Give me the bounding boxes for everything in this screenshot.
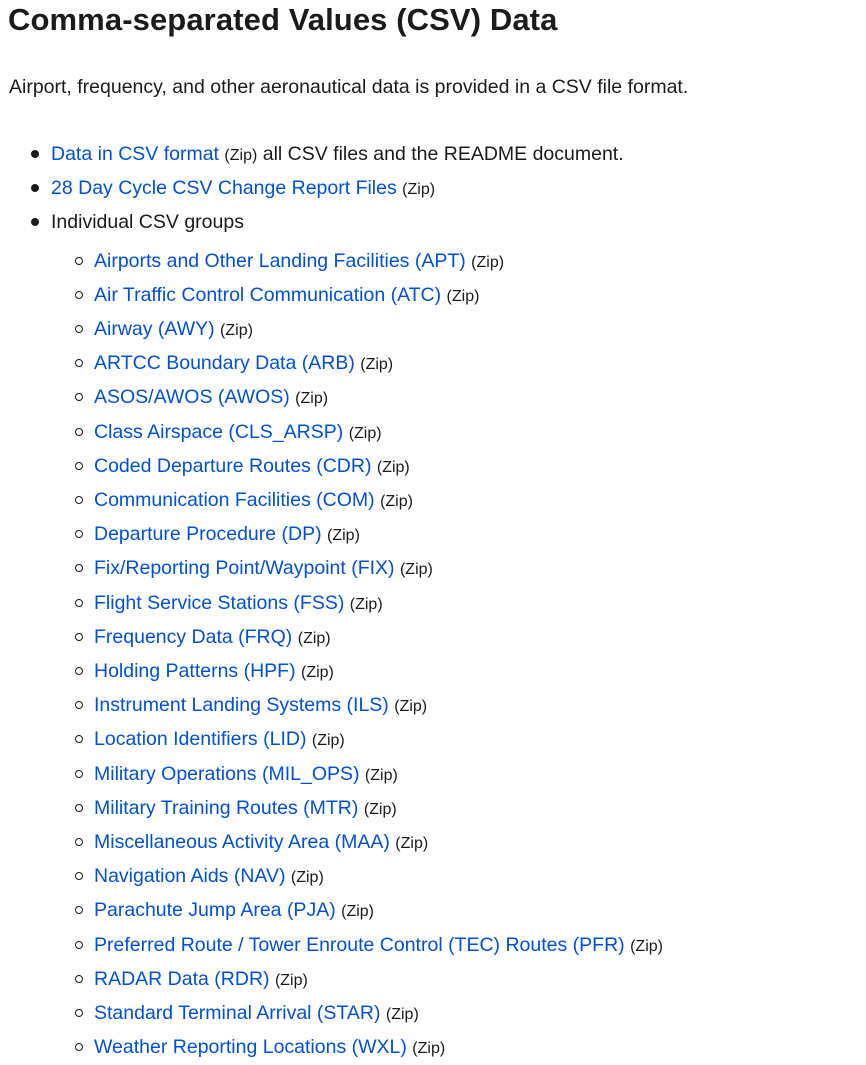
groups-label: Individual CSV groups — [51, 211, 244, 234]
csv-group-link[interactable]: Parachute Jump Area (PJA) — [94, 899, 336, 922]
circle-bullet-icon — [75, 906, 83, 914]
csv-group-link[interactable]: Communication Facilities (COM) — [94, 489, 375, 512]
list-item — [51, 723, 858, 757]
csv-all-link[interactable]: Data in CSV format — [51, 143, 219, 165]
zip-label: (Zip) — [348, 424, 382, 442]
list-item — [51, 997, 858, 1031]
zip-label: (Zip) — [385, 1006, 419, 1024]
download-list — [28, 138, 858, 1065]
circle-bullet-icon — [75, 804, 83, 812]
zip-label: (Zip) — [446, 287, 480, 305]
list-item — [51, 621, 858, 655]
list-item — [51, 963, 858, 997]
circle-bullet-icon — [75, 667, 83, 675]
list-item — [51, 587, 858, 621]
list-item — [51, 279, 858, 313]
bullet-icon — [31, 218, 39, 226]
list-item — [51, 313, 858, 347]
circle-bullet-icon — [75, 701, 83, 709]
list-item — [28, 172, 858, 206]
circle-bullet-icon — [75, 975, 83, 983]
csv-group-link[interactable]: Preferred Route / Tower Enroute Control (TEC) Routes (PFR) — [94, 933, 625, 956]
zip-label: (Zip) — [311, 732, 345, 750]
zip-label: (Zip) — [376, 458, 410, 476]
csv-group-link[interactable]: Military Operations (MIL_OPS) — [94, 762, 360, 785]
csv-group-link[interactable]: Standard Terminal Arrival (STAR) — [94, 1002, 381, 1025]
csv-group-link[interactable]: ARTCC Boundary Data (ARB) — [94, 352, 355, 375]
csv-group-link[interactable]: Flight Service Stations (FSS) — [94, 591, 345, 614]
csv-group-link[interactable]: Miscellaneous Activity Area (MAA) — [94, 831, 390, 854]
zip-label: (Zip) — [220, 322, 253, 340]
list-item — [51, 929, 858, 963]
zip-label: (Zip) — [297, 629, 331, 647]
zip-label: (Zip) — [363, 800, 397, 818]
intro-text: Airport, frequency, and other aeronautical data is provided in a CSV file format. — [9, 76, 689, 98]
page-title: Comma-separated Values (CSV) Data — [8, 2, 558, 37]
circle-bullet-icon — [75, 633, 83, 641]
zip-label: (Zip) — [364, 766, 398, 784]
csv-group-link[interactable]: Airports and Other Landing Facilities (APT) — [94, 249, 466, 272]
csv-group-link[interactable]: Location Identifiers (LID) — [94, 728, 307, 751]
list-item — [51, 689, 858, 723]
zip-label: (Zip) — [327, 527, 360, 545]
circle-bullet-icon — [75, 941, 83, 949]
circle-bullet-icon — [75, 325, 83, 333]
change-report-link[interactable]: 28 Day Cycle CSV Change Report Files — [51, 177, 397, 200]
item-description: all CSV files and the README document. — [262, 143, 624, 165]
zip-label: (Zip) — [295, 390, 329, 408]
circle-bullet-icon — [75, 530, 83, 538]
csv-group-link[interactable]: Weather Reporting Locations (WXL) — [94, 1036, 407, 1059]
zip-label: (Zip) — [274, 971, 308, 989]
csv-group-link[interactable]: Air Traffic Control Communication (ATC) — [94, 283, 442, 306]
circle-bullet-icon — [75, 564, 83, 572]
csv-group-link[interactable]: Class Airspace (CLS_ARSP) — [94, 420, 344, 443]
csv-group-link[interactable]: Holding Patterns (HPF) — [94, 660, 296, 683]
circle-bullet-icon — [75, 496, 83, 504]
zip-label: (Zip) — [402, 181, 436, 199]
list-item — [51, 655, 858, 689]
csv-group-link[interactable]: Airway (AWY) — [94, 318, 215, 341]
zip-label: (Zip) — [412, 1040, 446, 1058]
circle-bullet-icon — [75, 291, 83, 299]
zip-label: (Zip) — [290, 869, 324, 887]
zip-label: (Zip) — [394, 698, 428, 716]
circle-bullet-icon — [75, 872, 83, 880]
list-item — [51, 792, 858, 826]
zip-label: (Zip) — [630, 937, 663, 955]
zip-label: (Zip) — [341, 903, 375, 921]
csv-group-link[interactable]: Navigation Aids (NAV) — [94, 865, 286, 888]
circle-bullet-icon — [75, 838, 83, 846]
circle-bullet-icon — [75, 393, 83, 401]
bullet-icon — [31, 184, 39, 192]
list-item — [51, 1031, 858, 1065]
csv-groups-list — [51, 245, 858, 1065]
csv-group-link[interactable]: Coded Departure Routes (CDR) — [94, 454, 372, 477]
circle-bullet-icon — [75, 1009, 83, 1017]
csv-group-link[interactable]: Frequency Data (FRQ) — [94, 625, 293, 648]
zip-label: (Zip) — [399, 561, 433, 579]
circle-bullet-icon — [75, 735, 83, 743]
zip-label: (Zip) — [224, 147, 258, 164]
circle-bullet-icon — [75, 257, 83, 265]
circle-bullet-icon — [75, 359, 83, 367]
list-item — [51, 245, 858, 279]
list-item — [51, 758, 858, 792]
circle-bullet-icon — [75, 462, 83, 470]
zip-label: (Zip) — [471, 253, 505, 271]
list-item — [51, 518, 858, 552]
zip-label: (Zip) — [301, 664, 334, 682]
zip-label: (Zip) — [380, 493, 413, 511]
zip-label: (Zip) — [349, 595, 383, 613]
list-item — [51, 826, 858, 860]
list-item — [51, 860, 858, 894]
circle-bullet-icon — [75, 428, 83, 436]
list-item — [51, 450, 858, 484]
csv-group-link[interactable]: Fix/Reporting Point/Waypoint (FIX) — [94, 557, 395, 580]
list-item — [51, 552, 858, 586]
list-item — [51, 381, 858, 415]
csv-group-link[interactable]: Departure Procedure (DP) — [94, 523, 322, 546]
zip-label: (Zip) — [360, 356, 394, 374]
csv-group-link[interactable]: Military Training Routes (MTR) — [94, 796, 359, 819]
list-item — [51, 347, 858, 381]
circle-bullet-icon — [75, 1043, 83, 1051]
list-item — [28, 206, 858, 1065]
bullet-icon — [31, 150, 39, 158]
list-item — [28, 138, 858, 172]
csv-group-link[interactable]: RADAR Data (RDR) — [94, 967, 270, 990]
list-item — [51, 894, 858, 928]
csv-group-link[interactable]: Instrument Landing Systems (ILS) — [94, 694, 389, 717]
list-item — [51, 416, 858, 450]
list-item — [51, 484, 858, 518]
circle-bullet-icon — [75, 770, 83, 778]
csv-group-link[interactable]: ASOS/AWOS (AWOS) — [94, 386, 290, 409]
circle-bullet-icon — [75, 599, 83, 607]
zip-label: (Zip) — [395, 835, 429, 853]
